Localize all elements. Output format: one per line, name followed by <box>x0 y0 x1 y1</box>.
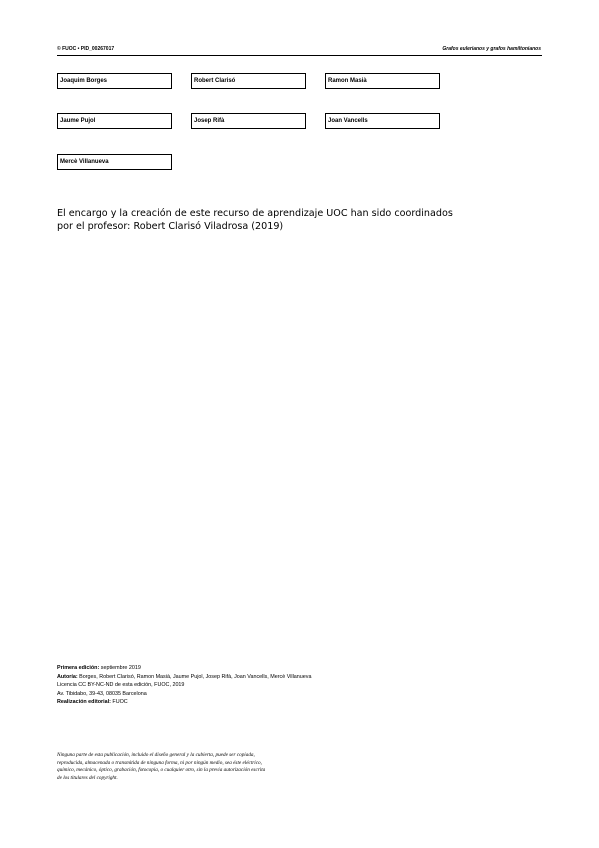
production-value: FUOC <box>110 699 128 706</box>
author-box: Robert Clarisó <box>191 73 306 89</box>
license-line: Licencia CC BY-NC-ND de esta edición, FUOC, 2019 <box>57 682 185 689</box>
production-line <box>57 698 417 707</box>
authors-line <box>57 673 417 682</box>
author-box: Joaquim Borges <box>57 73 172 89</box>
copyright-line: químico, mecánico, óptico, grabación, fotocopia, o cualquier otro, sin la previa autorización escrita <box>57 767 266 774</box>
coordination-line: por el profesor: Robert Clarisó Viladrosa (2019) <box>57 221 284 232</box>
authors-value: Borges, Robert Clarisó, Ramon Masià, Jaume Pujol, Josep Rifà, Joan Vancells, Mercè Villanueva <box>77 673 312 680</box>
address-line: Av. Tibidabo, 39-43, 08035 Barcelona <box>57 690 147 697</box>
author-box: Jaume Pujol <box>57 113 172 129</box>
credits-block <box>57 664 417 707</box>
header-right: Grafos eulerianos y grafos hamiltonianos <box>442 46 541 52</box>
author-box: Mercè Villanueva <box>57 154 172 170</box>
header-left: © FUOC • PID_00267017 <box>57 46 115 52</box>
edition-line <box>57 664 417 673</box>
copyright-line: Ninguna parte de esta publicación, incluido el diseño general y la cubierta, puede ser copiada, <box>57 752 255 758</box>
author-box: Joan Vancells <box>325 113 440 129</box>
header-rule <box>57 55 542 56</box>
author-box: Ramon Masià <box>325 73 440 89</box>
production-label: Realización editorial: <box>57 699 111 706</box>
coordination-note <box>57 207 457 233</box>
copyright-line: de los titulares del copyright. <box>57 774 118 781</box>
coordination-line: El encargo y la creación de este recurso de aprendizaje UOC han sido coordinados <box>57 208 453 219</box>
edition-value: septiembre 2019 <box>99 665 141 671</box>
copyright-notice <box>57 752 332 782</box>
edition-label: Primera edición: <box>57 665 100 671</box>
author-box: Josep Rifà <box>191 113 306 129</box>
copyright-line: reproducida, almacenada o transmitida de ninguna forma, ni por ningún medio, sea éste eléctrico, <box>57 759 262 766</box>
authors-label: Autoría: <box>57 673 78 680</box>
